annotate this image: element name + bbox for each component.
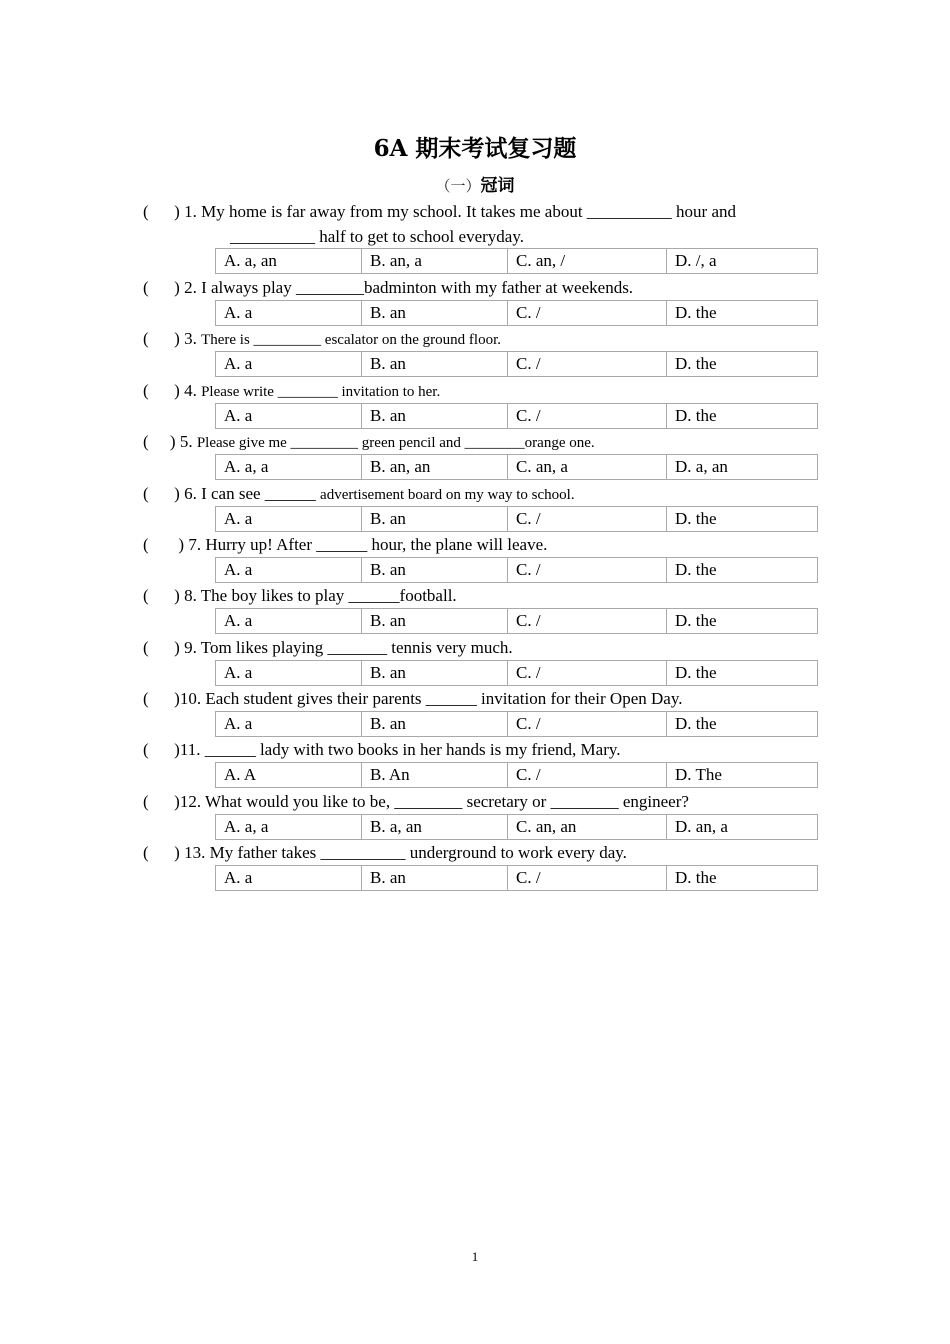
question-text: My father takes __________ underground to work every day. xyxy=(209,843,627,862)
question-3 xyxy=(143,326,823,353)
options-table xyxy=(215,403,818,429)
question-number: ( ) 4. xyxy=(143,381,202,400)
question-text: What would you like to be, ________ secretary or ________ engineer? xyxy=(205,792,689,811)
option-d[interactable]: D. the xyxy=(667,609,818,634)
options-row xyxy=(216,558,818,583)
option-b[interactable]: B. an xyxy=(362,712,508,737)
option-a[interactable]: A. a xyxy=(216,609,362,634)
option-c[interactable]: C. / xyxy=(508,404,667,429)
options-table xyxy=(215,711,818,737)
question-7 xyxy=(143,532,823,559)
option-b[interactable]: B. an xyxy=(362,404,508,429)
options-row xyxy=(216,763,818,788)
question-text-small: Please give me _________ green pencil and ________orange one. xyxy=(196,435,595,451)
option-a[interactable]: A. A xyxy=(216,763,362,788)
option-c[interactable]: C. / xyxy=(508,661,667,686)
options-row xyxy=(216,866,818,891)
question-text-small: Please write ________ invitation to her. xyxy=(201,384,441,400)
option-c[interactable]: C. / xyxy=(508,558,667,583)
option-d[interactable]: D. the xyxy=(667,404,818,429)
option-c[interactable]: C. an, an xyxy=(508,815,667,840)
option-d[interactable]: D. a, an xyxy=(667,455,818,480)
options-table xyxy=(215,814,818,840)
option-b[interactable]: B. an, a xyxy=(362,249,508,274)
options-table xyxy=(215,865,818,891)
option-d[interactable]: D. an, a xyxy=(667,815,818,840)
option-d[interactable]: D. /, a xyxy=(667,249,818,274)
question-8 xyxy=(143,583,823,610)
option-c[interactable]: C. / xyxy=(508,507,667,532)
option-a[interactable]: A. a xyxy=(216,352,362,377)
options-table xyxy=(215,506,818,532)
question-text: I always play ________badminton with my father at weekends. xyxy=(201,278,634,297)
question-text: ______ lady with two books in her hands is my friend, Mary. xyxy=(204,740,621,759)
section-name: 冠词 xyxy=(480,176,515,196)
question-text: The boy likes to play ______football. xyxy=(200,586,457,605)
option-a[interactable]: A. a, a xyxy=(216,455,362,480)
page-title: 6A 期末考试复习题 xyxy=(373,135,577,162)
options-table xyxy=(215,557,818,583)
question-13 xyxy=(143,840,823,867)
question-number: ( ) 1. xyxy=(143,202,202,221)
option-a[interactable]: A. a xyxy=(216,404,362,429)
options-row xyxy=(216,661,818,686)
question-number: ( ) 9. xyxy=(143,638,201,657)
options-row xyxy=(216,249,818,274)
question-number: ( ) 5. xyxy=(143,432,197,451)
page-number: 1 xyxy=(471,1249,479,1264)
options-table xyxy=(215,351,818,377)
question-number: ( ) 8. xyxy=(143,586,201,605)
question-text: My home is far away from my school. It takes me about __________ hour and xyxy=(201,202,736,221)
option-c[interactable]: C. an, a xyxy=(508,455,667,480)
question-text: I can see ______ xyxy=(201,484,321,503)
option-a[interactable]: A. a xyxy=(216,661,362,686)
option-a[interactable]: A. a, a xyxy=(216,815,362,840)
question-number: ( )11. xyxy=(143,740,205,759)
question-number: ( ) 13. xyxy=(143,843,210,862)
option-c[interactable]: C. / xyxy=(508,763,667,788)
options-table xyxy=(215,762,818,788)
option-b[interactable]: B. An xyxy=(362,763,508,788)
option-d[interactable]: D. the xyxy=(667,712,818,737)
option-c[interactable]: C. / xyxy=(508,609,667,634)
option-d[interactable]: D. the xyxy=(667,507,818,532)
question-11 xyxy=(143,737,823,764)
option-b[interactable]: B. an xyxy=(362,609,508,634)
question-text-small: advertisement board on my way to school. xyxy=(320,487,575,503)
options-row xyxy=(216,301,818,326)
options-row xyxy=(216,455,818,480)
options-table xyxy=(215,300,818,326)
section-prefix: （一） xyxy=(435,177,481,195)
question-5 xyxy=(143,429,823,456)
option-a[interactable]: A. a xyxy=(216,301,362,326)
question-number: ( )10. xyxy=(143,689,206,708)
question-10 xyxy=(143,686,823,713)
options-row xyxy=(216,352,818,377)
question-text-small: There is _________ escalator on the ground floor. xyxy=(201,332,502,348)
options-row xyxy=(216,815,818,840)
question-number: ( ) 6. xyxy=(143,484,202,503)
section-heading xyxy=(0,174,950,198)
option-c[interactable]: C. / xyxy=(508,866,667,891)
question-text: Hurry up! After ______ hour, the plane will leave. xyxy=(205,535,548,554)
options-table xyxy=(215,660,818,686)
option-c[interactable]: C. an, / xyxy=(508,249,667,274)
question-1 xyxy=(143,199,823,226)
option-d[interactable]: D. the xyxy=(667,301,818,326)
option-b[interactable]: B. a, an xyxy=(362,815,508,840)
option-a[interactable]: A. a xyxy=(216,866,362,891)
options-table xyxy=(215,248,818,274)
option-a[interactable]: A. a xyxy=(216,507,362,532)
question-9 xyxy=(143,635,823,662)
option-d[interactable]: D. the xyxy=(667,866,818,891)
option-b[interactable]: B. an xyxy=(362,866,508,891)
option-b[interactable]: B. an xyxy=(362,558,508,583)
question-number: ( ) 7. xyxy=(143,535,206,554)
options-row xyxy=(216,609,818,634)
question-continuation: __________ half to get to school everyday. xyxy=(230,227,524,246)
options-table xyxy=(215,608,818,634)
question-number: ( ) 2. xyxy=(143,278,202,297)
question-4 xyxy=(143,378,823,405)
options-row xyxy=(216,712,818,737)
option-b[interactable]: B. an xyxy=(362,661,508,686)
options-table xyxy=(215,454,818,480)
option-b[interactable]: B. an xyxy=(362,301,508,326)
option-b[interactable]: B. an, an xyxy=(362,455,508,480)
option-c[interactable]: C. / xyxy=(508,352,667,377)
question-text: Tom likes playing _______ tennis very much. xyxy=(200,638,513,657)
option-c[interactable]: C. / xyxy=(508,301,667,326)
option-d[interactable]: D. the xyxy=(667,558,818,583)
question-12 xyxy=(143,789,823,816)
option-d[interactable]: D. The xyxy=(667,763,818,788)
option-a[interactable]: A. a xyxy=(216,558,362,583)
option-d[interactable]: D. the xyxy=(667,661,818,686)
option-b[interactable]: B. an xyxy=(362,352,508,377)
question-6 xyxy=(143,481,823,508)
option-b[interactable]: B. an xyxy=(362,507,508,532)
question-text: Each student gives their parents ______ invitation for their Open Day. xyxy=(205,689,683,708)
option-a[interactable]: A. a, an xyxy=(216,249,362,274)
option-d[interactable]: D. the xyxy=(667,352,818,377)
option-a[interactable]: A. a xyxy=(216,712,362,737)
question-number: ( )12. xyxy=(143,792,206,811)
options-row xyxy=(216,507,818,532)
option-c[interactable]: C. / xyxy=(508,712,667,737)
question-number: ( ) 3. xyxy=(143,329,202,348)
options-row xyxy=(216,404,818,429)
question-2 xyxy=(143,275,823,302)
